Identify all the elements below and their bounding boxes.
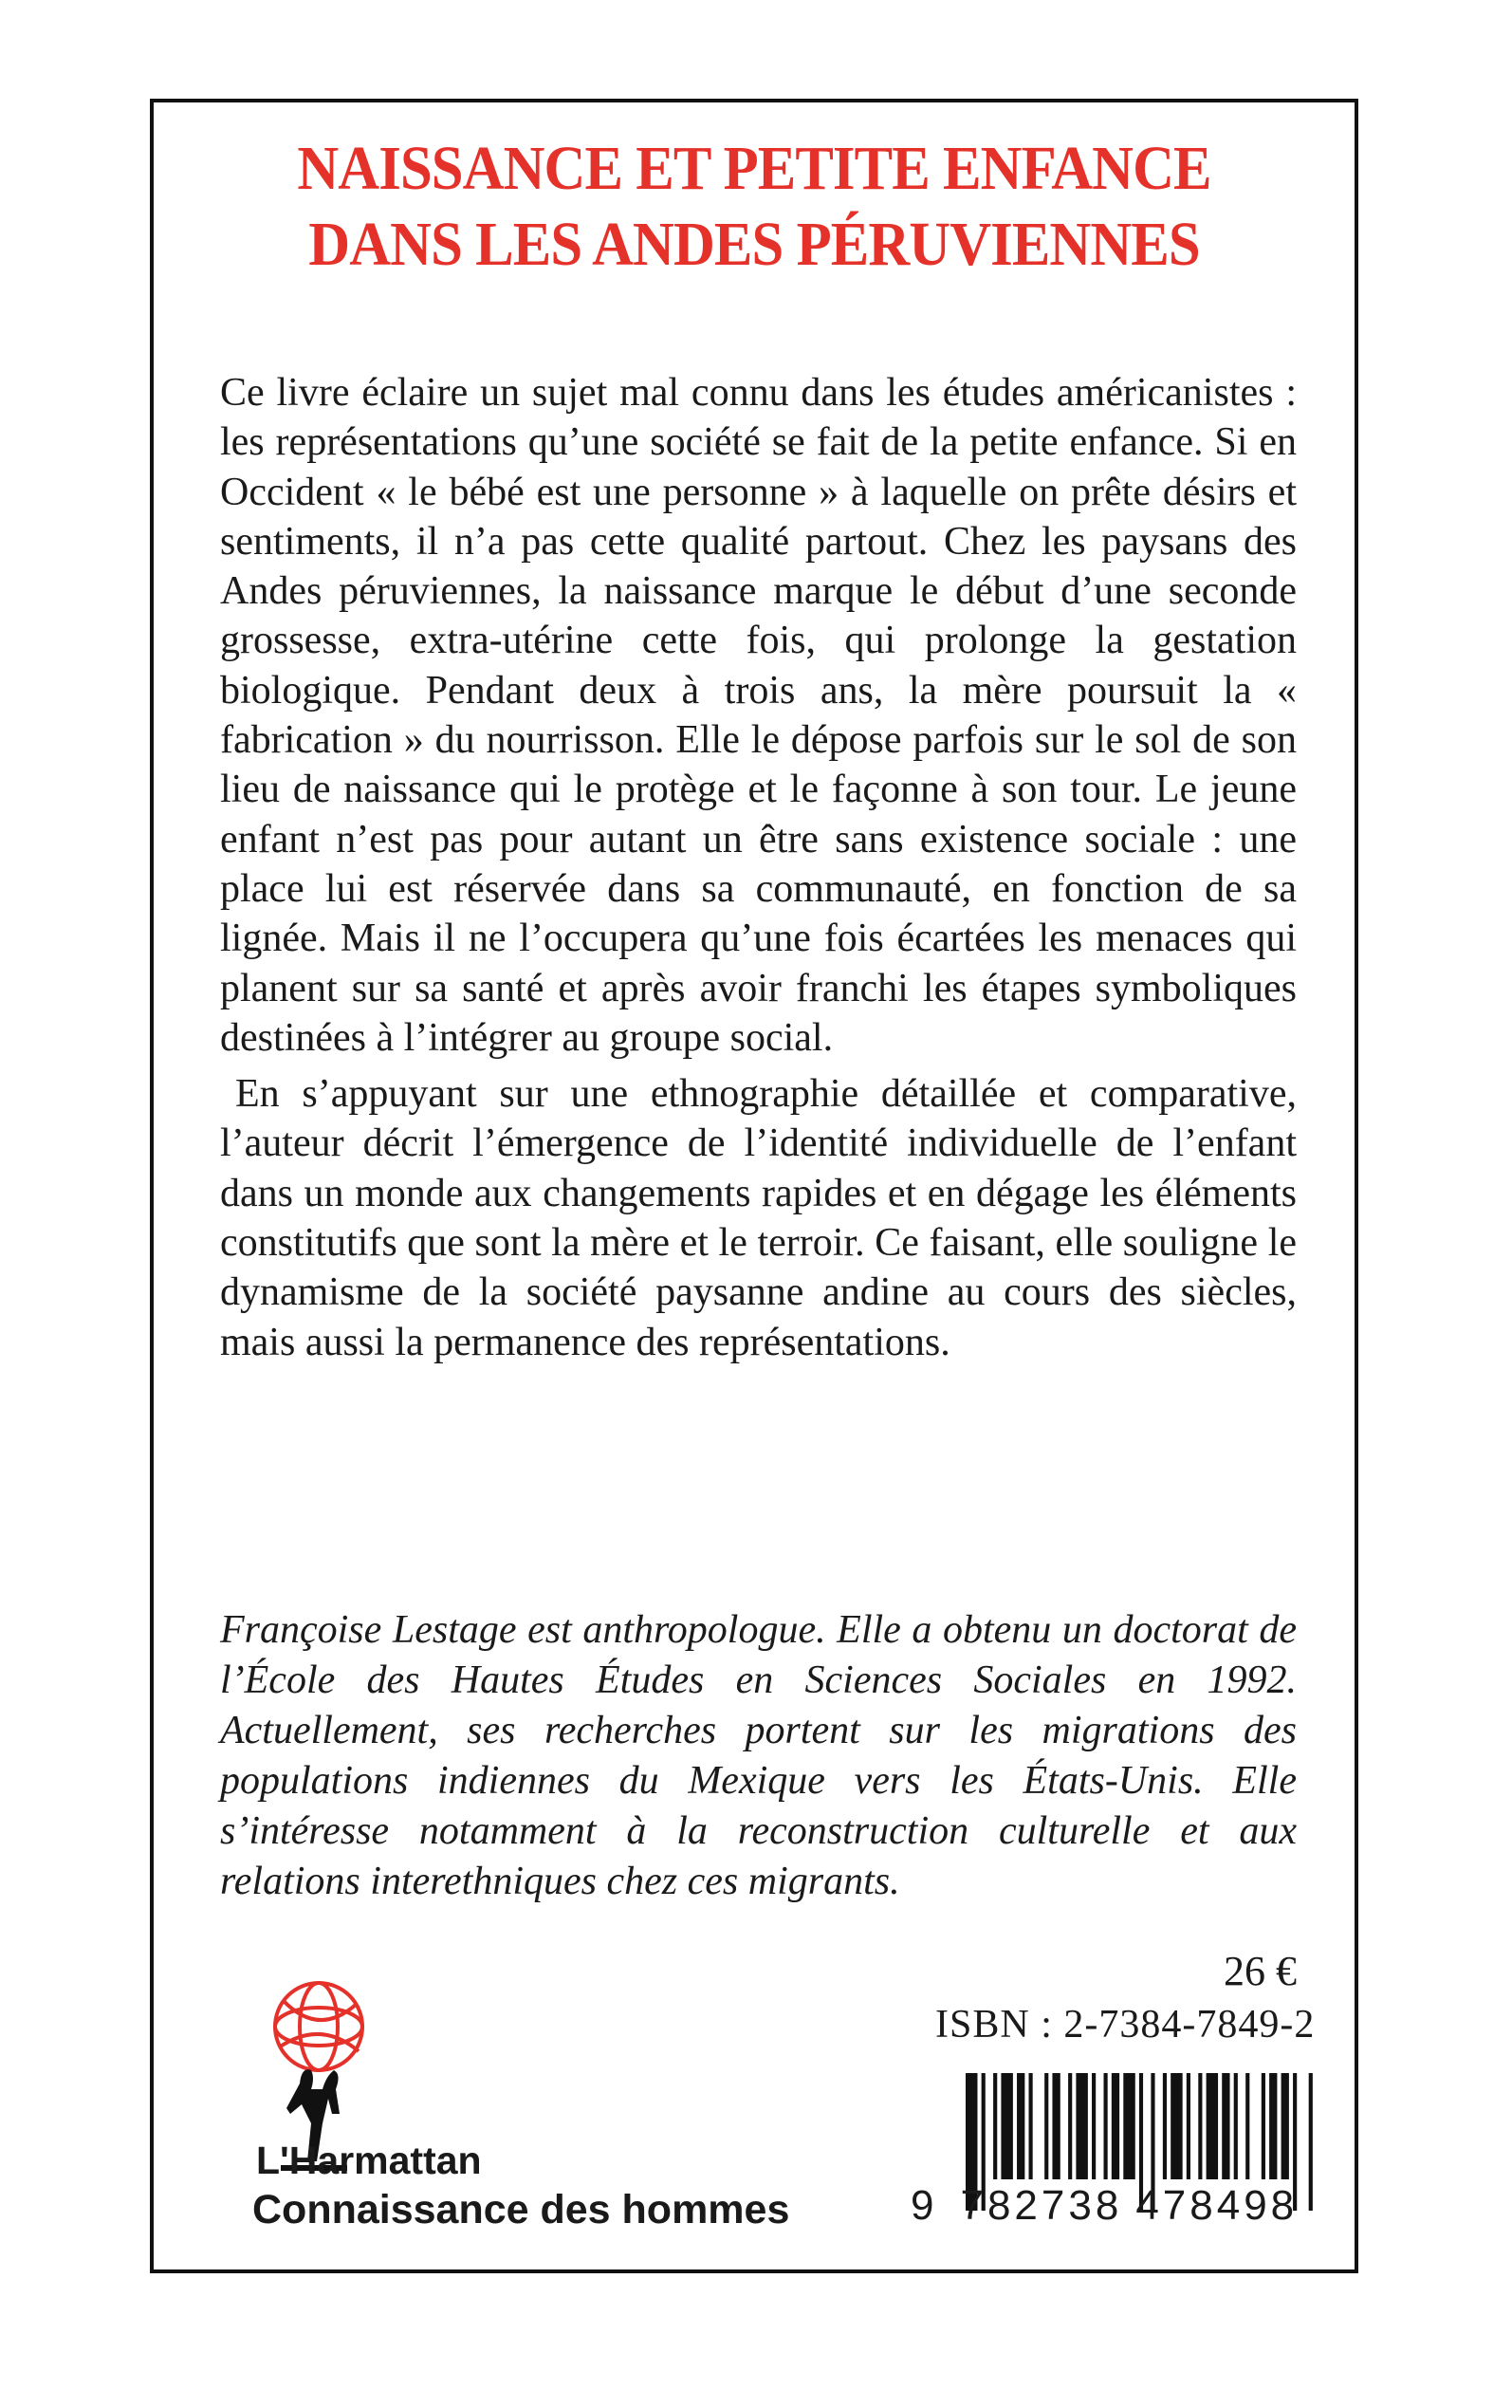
blurb (220, 368, 1297, 1367)
blurb-paragraph-1: Ce livre éclaire un sujet mal connu dans les études américanistes : les représentations qu’une société se fait de la petite enfance. Si en Occident « le bébé est une personne » à laquelle on prête désirs et sentiments, il n’a pas cette qualité partout. Chez les paysans des Andes péruviennes, la naissance marque le début d’une seconde grossesse, extra-utérine cette fois, qui prolonge la gestation biologique. Pendant deux à trois ans, la mère poursuit la « fabrication » du nourrisson. Elle le dépose parfois sur le sol de son lieu de naissance qui le protège et le façonne à son tour. Le jeune enfant n’est pas pour autant un être sans existence sociale : une place lui est réservée dans sa communauté, en fonction de sa lignée. Mais il ne l’occupera qu’une fois écartées les menaces qui planent sur sa santé et après avoir franchi les étapes symboliques destinées à l’intégrer au groupe social. (220, 371, 1297, 1060)
barcode-digit-group-2: 782738 (960, 2182, 1123, 2229)
barcode-bar (1234, 2073, 1238, 2179)
barcode-bar (1112, 2073, 1119, 2179)
barcode-number (911, 2182, 1298, 2230)
barcode-digit-1: 9 (911, 2182, 938, 2229)
barcode-bar (1029, 2073, 1033, 2179)
barcode-bar (1309, 2073, 1313, 2211)
barcode-bar (1017, 2073, 1024, 2179)
barcode-bar (1076, 2073, 1087, 2179)
barcode-bar (1104, 2073, 1108, 2179)
barcode-bar (1222, 2073, 1229, 2179)
isbn: ISBN : 2-7384-7849-2 (935, 2003, 1316, 2047)
price: 26 € (1224, 1948, 1297, 1994)
barcode-bar (1262, 2073, 1265, 2179)
book-title (198, 131, 1310, 283)
barcode-digit-group-3: 478498 (1135, 2182, 1299, 2229)
barcode-bar (1198, 2073, 1202, 2179)
title-line-1: NAISSANCE ET PETITE ENFANCE (297, 134, 1211, 203)
barcode-bar (1092, 2073, 1096, 2179)
barcode-bar (993, 2073, 997, 2179)
barcode-bar (1245, 2073, 1249, 2179)
publisher-name: L'Harmattan (256, 2139, 482, 2182)
barcode-bar (1001, 2073, 1012, 2179)
barcode-bar (1171, 2073, 1182, 2179)
blurb-paragraph-2: En s’appuyant sur une ethnographie détaillée et comparative, l’auteur décrit l’émergence de l’identité individuelle de l’enfant dans un monde aux changements rapides et en dégage les éléments constitutifs que sont la mère et le terroir. Ce faisant, elle souligne le dynamisme de la société paysanne andine au cours des siècles, mais aussi la permanence des représentations. (220, 1072, 1297, 1364)
barcode-bar (1123, 2073, 1134, 2179)
barcode-bar (1207, 2073, 1218, 2179)
series-name: Connaissance des hommes (252, 2187, 790, 2232)
barcode-bar (1044, 2073, 1048, 2179)
barcode-bar (1269, 2073, 1277, 2179)
barcode-bar (1282, 2073, 1289, 2179)
author-bio: Françoise Lestage est anthropologue. Elle a obtenu un doctorat de l’École des Hautes Études en Sciences Sociales en 1992. Actuellement, ses recherches portent sur les migrations des populations indiennes du Mexique vers les États-Unis. Elle s’intéresse notamment à la reconstruction culturelle et aux relations interethniques chez ces migrants. (220, 1608, 1297, 1903)
barcode-bar (1163, 2073, 1167, 2179)
barcode-bar (1068, 2073, 1072, 2179)
barcode-bar (1187, 2073, 1190, 2179)
title-line-2: DANS LES ANDES PÉRUVIENNES (308, 210, 1200, 279)
barcode-bar (1052, 2073, 1060, 2179)
